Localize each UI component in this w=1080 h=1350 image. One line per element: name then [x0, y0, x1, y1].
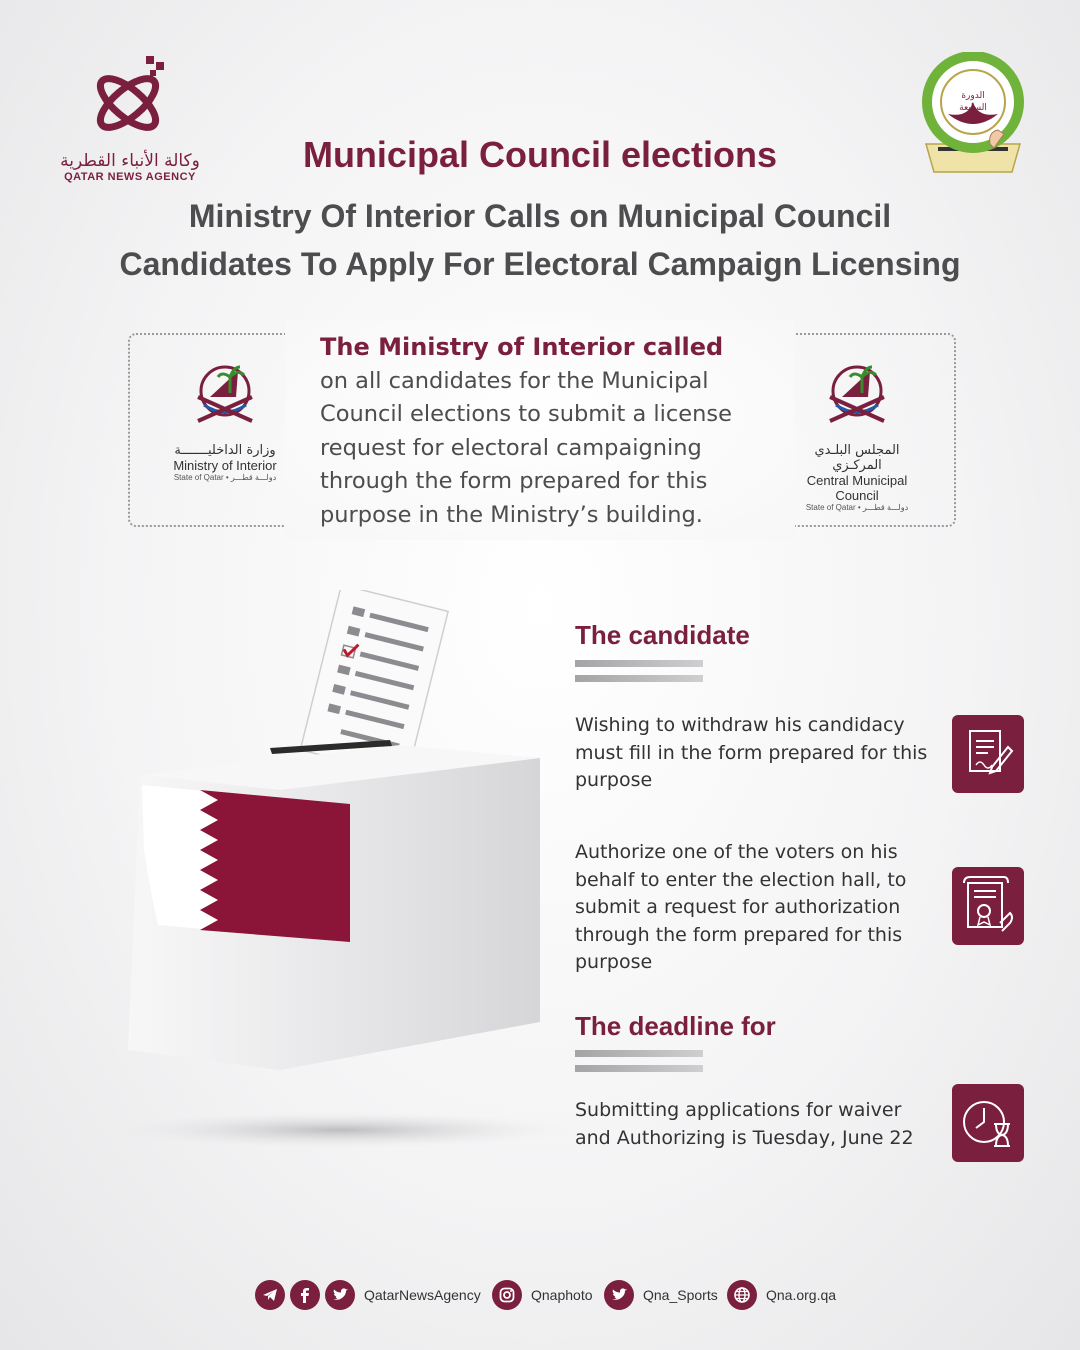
page-subtitle: [100, 192, 980, 288]
social-handle-instagram[interactable]: Qnaphoto: [531, 1287, 593, 1303]
qna-arabic-name: وكالة الأنباء القطرية: [60, 151, 200, 171]
form-pen-icon: [952, 715, 1024, 793]
instagram-icon[interactable]: [492, 1280, 522, 1310]
info-lead: The Ministry of Interior called: [320, 333, 724, 361]
cmc-state-label: State of Qatar • دولـــة قطـــر: [805, 503, 909, 512]
telegram-icon[interactable]: [255, 1280, 285, 1310]
candidate-item-authorize: Authorize one of the voters on his behalf to enter the election hall, to submit a request for authorization through the form prepared for this purpose: [575, 841, 907, 973]
section-divider: [575, 660, 703, 667]
moi-emblem: [160, 357, 290, 482]
qatar-emblem-icon: [190, 357, 260, 437]
ballot-box-illustration: [110, 590, 570, 1150]
subtitle-line-2: Candidates To Apply For Electoral Campaign Licensing: [119, 246, 961, 282]
cmc-arabic-name: المجلس البلـدي المركـزي: [814, 443, 900, 473]
badge-center-line1: الدورة: [961, 91, 985, 101]
moi-english-name: Ministry of Interior: [173, 458, 277, 473]
moi-arabic-name: وزارة الداخليـــــــة: [174, 443, 276, 458]
social-instagram[interactable]: [492, 1280, 593, 1310]
clock-hourglass-icon: [952, 1084, 1024, 1162]
deadline-section-title: The deadline for: [575, 1011, 776, 1041]
cmc-english-name: Central Municipal Council: [806, 473, 908, 503]
section-divider: [575, 1050, 703, 1057]
info-body: on all candidates for the Municipal Council elections to submit a license request for electoral campaigning through the form prepared for this purpose in the Ministry’s building.: [320, 367, 732, 528]
deadline-item: Submitting applications for waiver and Authorizing is Tuesday, June 22: [575, 1099, 914, 1149]
facebook-icon[interactable]: [290, 1280, 320, 1310]
social-handle-main[interactable]: QatarNewsAgency: [364, 1287, 481, 1303]
candidate-item-withdraw: Wishing to withdraw his candidacy must fill in the form prepared for this purpose: [575, 714, 928, 791]
cmc-emblem: [792, 357, 922, 512]
moi-state-label: State of Qatar • دولـــة قطـــر: [173, 473, 277, 482]
qna-logo-mark: [80, 48, 180, 143]
candidate-section-title: The candidate: [575, 620, 750, 650]
twitter-icon[interactable]: [604, 1280, 634, 1310]
social-handle-twitter[interactable]: Qna_Sports: [643, 1287, 718, 1303]
social-twitter[interactable]: [604, 1280, 718, 1310]
certificate-scroll-icon: [952, 867, 1024, 945]
twitter-icon[interactable]: [325, 1280, 355, 1310]
section-divider: [575, 675, 703, 682]
qatar-emblem-icon: [822, 357, 892, 437]
globe-icon[interactable]: [727, 1280, 757, 1310]
social-website[interactable]: [727, 1280, 836, 1310]
info-paragraph: [320, 331, 780, 532]
section-divider: [575, 1065, 703, 1072]
qna-english-name: QATAR NEWS AGENCY: [64, 171, 196, 183]
subtitle-line-1: Ministry Of Interior Calls on Municipal Council: [188, 198, 892, 234]
social-main[interactable]: [255, 1280, 481, 1310]
page-title: Municipal Council elections: [302, 134, 778, 175]
badge-center-line2: السابعة: [959, 103, 987, 113]
website-link[interactable]: Qna.org.qa: [766, 1287, 837, 1303]
